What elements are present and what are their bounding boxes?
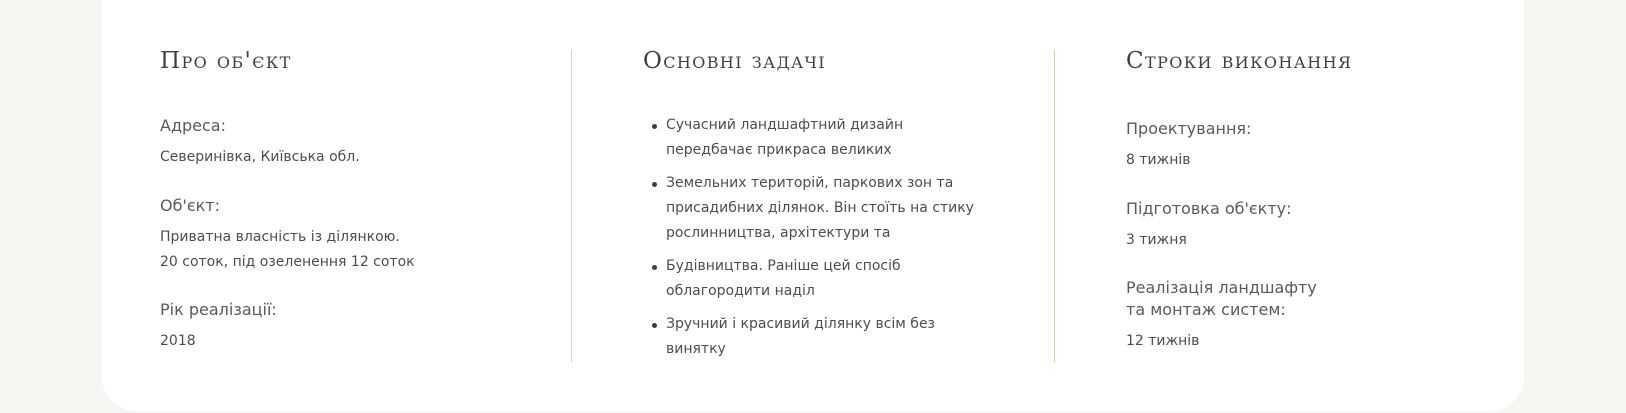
bullet-icon: [652, 265, 657, 270]
list-item-text-line: рослинництва, архітектури та: [666, 225, 891, 241]
timeline-title: Строки виконання: [1126, 48, 1353, 74]
address-label: Адреса:: [160, 116, 226, 135]
list-item-text-line: облагородити наділ: [666, 283, 815, 299]
list-item-text-line: Земельних територій, паркових зон та: [666, 175, 954, 191]
list-item-text-line: передбачає прикраса великих: [666, 142, 892, 158]
year-label: Рік реалізації:: [160, 300, 277, 319]
object-label: Об'єкт:: [160, 196, 221, 215]
list-item-text-line: Зручний і красивий ділянку всім без: [666, 316, 936, 332]
timeline-section: [1126, 0, 1506, 411]
object-value-line-1: Приватна власність із ділянкою.: [160, 229, 400, 245]
object-value-line-2: 20 соток, під озеленення 12 соток: [160, 254, 415, 270]
column-divider: [571, 50, 572, 362]
preparation-value: 3 тижня: [1126, 232, 1187, 248]
design-value: 8 тижнів: [1126, 152, 1191, 168]
bullet-icon: [652, 182, 657, 187]
list-item-text-line: присадибних ділянок. Він стоїть на стику: [666, 200, 974, 216]
list-item: [643, 171, 1006, 246]
tasks-title: Основні задачі: [643, 48, 827, 74]
realization-value: 12 тижнів: [1126, 333, 1200, 349]
list-item-text-line: Будівництва. Раніше цей спосіб: [666, 258, 901, 274]
list-item-text-line: винятку: [666, 341, 726, 357]
design-label: Проектування:: [1126, 119, 1252, 138]
about-section: [160, 0, 560, 411]
address-value: Северинівка, Київська обл.: [160, 149, 360, 165]
about-title: Про об'єкт: [160, 48, 292, 74]
bullet-icon: [652, 124, 657, 129]
preparation-label: Підготовка об'єкту:: [1126, 199, 1292, 218]
list-item: [643, 254, 1006, 304]
tasks-section: [643, 0, 1043, 411]
bullet-icon: [652, 323, 657, 328]
list-item: [643, 312, 1006, 362]
year-value: 2018: [160, 333, 196, 349]
column-divider: [1054, 50, 1055, 362]
list-item: [643, 113, 1006, 163]
realization-label-line-2: та монтаж систем:: [1126, 300, 1286, 319]
realization-label-line-1: Реалізація ландшафту: [1126, 278, 1317, 297]
list-item-text-line: Сучасний ландшафтний дизайн: [666, 117, 904, 133]
